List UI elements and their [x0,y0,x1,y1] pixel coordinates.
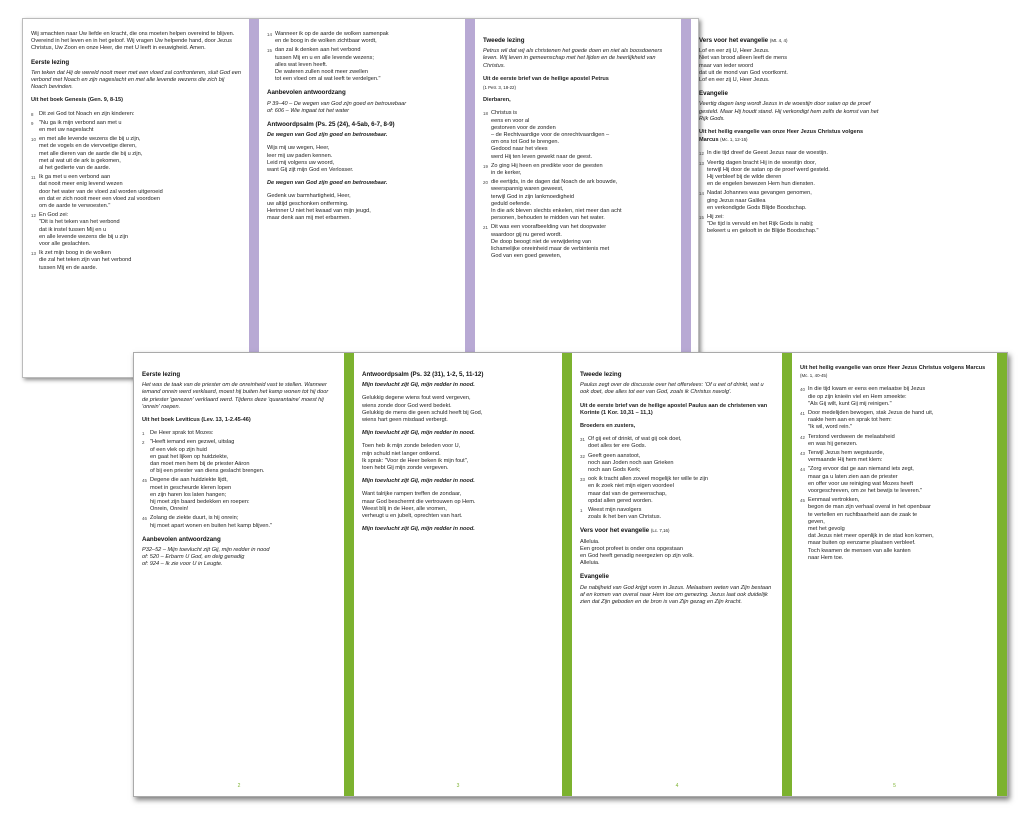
stanza: Toen heb ik mijn zonde beleden voor U, mijn schuld niet langer ontkend. Ik sprak: "Voor de Heer beken ik mijn fout", toen hebt Gij mijn zonde vergeven. [362,443,469,472]
verse-text: Geeft geen aanstoot, noch aan Joden noch aan Grieken noch aan Gods Kerk; [588,452,674,474]
verse [31,120,241,134]
heading: Eerste lezing [142,371,181,378]
verse-number: 12 [31,213,36,219]
verse-text: Hij zei: "De tijd is vervuld en het Rijk Gods is nabij; bekeert u en gelooft in de Blijde Boodschap." [707,214,819,235]
page-number: 4 [675,782,679,789]
verse-text: Door medelijden bewogen, stak Jezus de hand uit, raakte hem aan en sprak tot hem: "Ik wil, word rein." [808,410,934,431]
verse-text: Terstond verdween de melaatsheid en was hij genezen. [808,433,895,447]
purple-divider [465,19,475,377]
verse-number: 9 [31,120,34,126]
verse [580,453,774,475]
source: Uit het heilig evangelie van onze Heer Jezus Christus volgens Marcus [699,129,864,144]
verse-number: 41 [800,411,805,417]
verse [142,430,336,437]
verse-text: In die tijd kwam er eens een melaatse bij Jezus die op zijn knieën viel en Hem smeekte: "Als Gij wilt, kunt Gij mij reinigen." [808,386,926,407]
page-number: 2 [237,782,241,789]
verse-text: die eertijds, in de dagen dat Noach de ark bouwde, weerspannig waren geweest, terwijl God in zijn lankmoedigheid geduld oefende. In die ark bleven slechts enkelen, niet meer dan acht personen, behouden te midden van het water. [491,179,622,222]
stanza: Gelukkig degene wiens fout werd vergeven, wiens zonde door God werd bedekt. Gelukkig de mens die geen schuld heeft bij God, wiens hart geen misdaad verbergt. [362,395,483,424]
verse-text: De Heer sprak tot Mozes: [150,430,214,437]
refrain: Mijn toevlucht zijt Gij, mijn redder in nood. [362,478,475,485]
verse-number: 32 [580,453,585,459]
verse-number: 13 [31,251,36,257]
heading [580,527,774,534]
reference: (Mt. 4, 4) [769,38,788,43]
reference: (Mc. 1, 12-15) [720,137,748,143]
verse-text: Dit was een voorafbeelding van het doopwater waardoor gij nu gered wordt. De doop beoogt niet de verwijdering van lichamelijke onreinheid maar de verbintenis met God van een goed geweten, [491,224,610,260]
heading: Antwoordpsalm (Ps. 25 (24), 4-5ab, 6-7, 8-9) [267,121,395,129]
summary: Paulus zegt over de discussie over het offervlees: 'Of u eet of drinkt, wat u ook doet, doe alles tot eer van God, zoals ik Christus navolg'. [580,382,764,396]
verse-text: Terwijl Jezus hem wegstuurde, vermaande Hij hem met klem: [808,450,885,464]
verse [483,224,673,260]
purple-divider [681,19,691,377]
verse-text: dan zal ik denken aan het verbond tussen Mij en u en alle levende wezens; alles wat leven heeft. De wateren zullen nooit meer zwellen tot een vloed om al wat leeft te verdelgen." [275,47,381,83]
verse [483,163,673,177]
acclamation: Lof en eer zij U, Heer Jezus. Niet van brood alleen leeft de mens maar van ieder woord dat uit de mond van God voortkomt. Lof en eer zij U, Heer Jezus. [699,48,788,84]
summary: Petrus wil dat wij als christenen het goede doen en niet als boosdoeners leven. Wij leven in gemeenschap met het lijden en de heerlijkheid van Christus. [483,48,663,69]
verse-number: 31 [580,437,585,443]
summary: Veertig dagen lang wordt Jezus in de woestijn door satan op de proef gesteld. Maar Hij houdt stand. Hij verkondigt hem zelfs de komst van het Rijk Gods. [699,101,879,122]
green-divider [562,353,572,796]
verse-text: Zo ging Hij heen en predikte voor de geesten in de kerker, [491,162,603,177]
stanza: Wijs mij uw wegen, Heer, leer mij uw paden kennen. Leid mij volgens uw woord, want Gij zijt mijn God en Verlosser. [267,145,354,174]
green-divider [782,353,792,796]
source: Uit de eerste brief van de heilige apostel Petrus [483,75,609,82]
verse-number: 2 [142,440,145,446]
verse-number: 15 [267,48,272,54]
source: Uit de eerste brief van de heilige apostel Paulus aan de christenen van Korinte (1 Kor. 10,31 – 11,1) [580,402,768,416]
refrain: Mijn toevlucht zijt Gij, mijn redder in nood. [362,430,475,437]
verse-list [483,110,673,260]
verse-text: Ik ga met u een verbond aan dat nooit meer enig levend wezen door het water van de vloed zal worden uitgeroeid en dat er zich nooit meer een vloed zal voordoen om de aarde te verwoesten." [39,174,163,210]
verse-text: Degene die aan huidziekte lijdt, moet in gescheurde kleren lopen en zijn haren los laten hangen; hij moet zijn baard bedekken en roepen: Onrein, Onrein! [150,477,250,513]
summary: Het was de taak van de priester om de onreinheid vast te stellen. Wanneer iemand onrein werd verklaard, moest hij buiten het kamp wonen tot hij door de priester 'genezen' verklaard werd. Tijdens deze 'quarantaine' moest hij 'onrein' roepen. [142,382,329,410]
front-col-3 [572,353,782,796]
verse-text: Christus is eens en voor al gestorven voor de zonden – de Rechtvaardige voor de onrechtvaardigen – om ons tot God te brengen. Gedood naar het vlees werd Hij ten leven gewekt naar de geest. [491,110,610,160]
verse-number: 44 [800,467,805,473]
verse-number: 8 [31,111,34,117]
reference: (Lc. 7,16) [650,528,670,534]
verse [31,136,241,172]
verse-number: 45 [142,478,147,484]
verse [580,436,774,450]
acclamation: Alleluia. Een groot profeet is onder ons opgestaan en God heeft genadig neergezien op zijn volk. Alleluia. [580,538,694,567]
reference: (Mc. 1, 40-45) [800,373,828,379]
verse-number: 13 [699,160,704,166]
front-col-4 [792,353,997,796]
verse-number: 11 [31,175,36,181]
verse [699,214,883,236]
green-divider [997,353,1007,796]
green-divider [344,353,354,796]
verse-number: 15 [699,215,704,221]
verse-text: "Zorg ervoor dat ge aan niemand iets zegt, maar ga u laten zien aan de priester en offer voor uw reiniging wat Mozes heeft voorgeschreven, om ze het bewijs te leveren." [808,466,923,495]
verse-number: 18 [483,111,488,117]
verse-text: Eenmaal vertrokken, begon de man zijn verhaal overal in het openbaar te vertellen en ruchtbaarheid aan de zaak te geven, met het gevolg dat Jezus niet meer openlijk in de stad kon komen, maar buiten op eenzame plaatsen verbleef. Toch kwamen de mensen van alle kanten naar Hem toe. [808,497,934,561]
verse [800,497,989,562]
verse-text: En God zei: "Dit is het teken van het verbond dat ik instel tussen Mij en u en alle levende wezens die bij u zijn voor alle geslachten. [39,212,128,248]
reference: (1 Petr. 3, 18-22) [483,85,516,91]
verse [800,434,989,448]
front-sheet [133,352,1008,797]
heading [699,37,883,44]
verse [483,110,673,160]
psalm-options: P 39–40 – De wegen van God zijn goed en betrouwbaar of: 606 – Wie ingaat tot het water [267,100,407,114]
verse [31,111,241,118]
page-number: 5 [893,782,896,789]
verse-number: 14 [267,32,272,37]
heading: Evangelie [580,573,609,581]
refrain: Mijn toevlucht zijt Gij, mijn redder in nood. [362,382,475,389]
verse-list [699,150,883,235]
verse [267,31,457,45]
intro-prayer: Wij smachten naar Uw liefde en kracht, die ons moeten helpen overeind te blijven. Overeind in het leven en in het geloof. Wij vragen Uw helpende hand, door Jezus Christus, Uw Zoon en onze Heer, die met U leeft in eeuwigheid. Amen. [31,31,235,52]
refrain: De wegen van God zijn goed en betrouwbaar. [267,132,388,139]
verse [142,477,336,513]
summary: De nabijheid van God krijgt vorm in Jezus. Melaatsen weten van Zijn bestaan af en komen van overal naar Hem toe om genezing. Jezus laat ook duidelijk zien dat Zijn geboden en de bron is van Zijn gezag en Zijn kracht. [580,584,772,606]
verse-list [800,386,989,562]
verse [142,515,336,529]
verse [800,450,989,464]
verse-number: 46 [142,516,147,522]
front-col-1 [134,353,344,796]
verse-number: 21 [483,225,488,231]
verse-number: 10 [31,137,36,143]
verse [699,190,883,212]
stanza: Gedenk uw barmhartigheid, Heer, uw altijd geschonken ontferming. Herinner U niet het kwaad van mijn jeugd, maar denk aan mij met erbarmen. [267,193,371,222]
verse [699,150,883,157]
verse [31,174,241,210]
verse-list [142,430,336,530]
verse [483,179,673,222]
verse-text: Weest mijn navolgers zoals ik het ben van Christus. [588,507,662,521]
back-col-3 [475,19,681,377]
verse [800,410,989,432]
verse-number: 33 [580,477,585,483]
verse [800,466,989,495]
verse [267,47,457,83]
greeting: Broeders en zusters, [580,423,636,430]
verse-number: 40 [800,387,805,393]
heading: Aanbevolen antwoordzang [267,89,346,97]
verse-number: 12 [699,151,704,157]
heading: Evangelie [699,90,728,98]
heading: Tweede lezing [580,371,622,378]
heading: Tweede lezing [483,37,525,44]
verse [142,439,336,475]
verse-text: In die tijd dreef de Geest Jezus naar de woestijn. [707,150,828,157]
heading: Eerste lezing [31,58,70,66]
source: Uit het boek Leviticus (Lev. 13, 1-2.45-46) [142,417,251,424]
verse-number: 45 [800,498,805,504]
verse-number: 1 [142,431,145,437]
verse-text: en met alle levende wezens die bij u zijn, met de vogels en de viervoetige dieren, met alle dieren van de aarde die bij u zijn, met al wat uit de ark is gekomen, al het gedierte van de aarde. [39,136,143,172]
back-col-4 [691,19,891,377]
verse [31,212,241,248]
verse-text: ook ik tracht allen zoveel mogelijk ter wille te zijn en ik zoek niet mijn eigen voordeel maar dat van de gemeenschap, opdat allen gered worden. [588,476,709,504]
heading: Antwoordpsalm (Ps. 32 (31), 1-2, 5, 11-12) [362,371,484,378]
front-col-2 [354,353,562,796]
verse-text: "Heeft iemand een gezwel, uitslag of een vlek op zijn huid en gaat het lijken op huidziekte, dan moet men hem bij de priester Aäron of bij een priester van diens geslacht brengen. [150,439,265,475]
page-number: 3 [456,782,460,789]
source: Uit het heilig evangelie van onze Heer Jezus Christus volgens Marcus [800,365,986,371]
stanza: Want talrijke rampen treffen de zondaar, maar God beschermt die vertrouwen op Hem. Weest blij in de Heer, alle vromen, verheugt u en jubelt, oprechten van hart. [362,491,476,520]
heading-text: Vers voor het evangelie [580,527,650,535]
verse-list [31,111,241,272]
greeting: Dierbaren, [483,97,511,104]
verse [580,476,774,505]
refrain: Mijn toevlucht zijt Gij, mijn redder in nood. [362,526,475,533]
verse [31,250,241,272]
verse-text: Nadat Johannes was gevangen genomen, ging Jezus naar Galilea en verkondigde Gods Blijde Boodschap. [707,190,812,211]
verse-text: "Nu ga ik mijn verbond aan met u en met uw nageslacht [39,119,122,134]
verse-number: 14 [699,191,704,197]
verse-list [267,31,457,83]
verse-number: 43 [800,451,805,457]
verse [580,507,774,521]
back-col-2 [259,19,465,377]
summary: Ten teken dat Hij de wereld nooit meer met een vloed zal confronteren, sluit God een verbond met Noach en zijn nageslacht en met alle levende wezens die zich bij Noach bevinden. [31,69,241,91]
psalm-options: P32–52 – Mijn toevlucht zijt Gij, mijn redder in nood of: 520 – Erbarm U God, en deig genadig of: 924 – Ik zie voor U in Leugte. [142,547,270,568]
verse-text: Ik zet mijn boog in de wolken die zal het teken zijn van het verbond tussen Mij en de aarde. [39,250,132,271]
refrain: De wegen van God zijn goed en betrouwbaar. [267,180,388,187]
purple-divider [249,19,259,377]
back-col-1 [23,19,249,377]
verse-number: 1 [580,508,583,514]
verse-text: Dit zei God tot Noach en zijn kinderen: [39,110,135,117]
verse [800,386,989,408]
verse-list [580,436,774,521]
verse-text: Zolang de ziekte duurt, is hij onrein; hij moet apart wonen en buiten het kamp blijven." [150,515,273,529]
verse-number: 19 [483,163,488,169]
source: Uit het boek Genesis (Gen. 9, 8-15) [31,97,124,104]
verse-text: Veertig dagen bracht Hij in de woestijn door, terwijl Hij door de satan op de proef werd gesteld. Hij verbleef bij de wilde dieren en de engelen bewezen Hem hun diensten. [707,159,830,188]
verse [699,160,883,189]
verse-number: 20 [483,180,488,186]
verse-text: Of gij eet of drinkt, of wat gij ook doet, doet alles ter ere Gods. [588,436,682,450]
verse-number: 42 [800,434,805,440]
heading-text: Vers voor het evangelie [699,37,769,44]
verse-text: Wanneer ik op de aarde de wolken samenpak en de boog in de wolken zichtbaar wordt, [275,31,389,45]
heading: Aanbevolen antwoordzang [142,535,221,543]
